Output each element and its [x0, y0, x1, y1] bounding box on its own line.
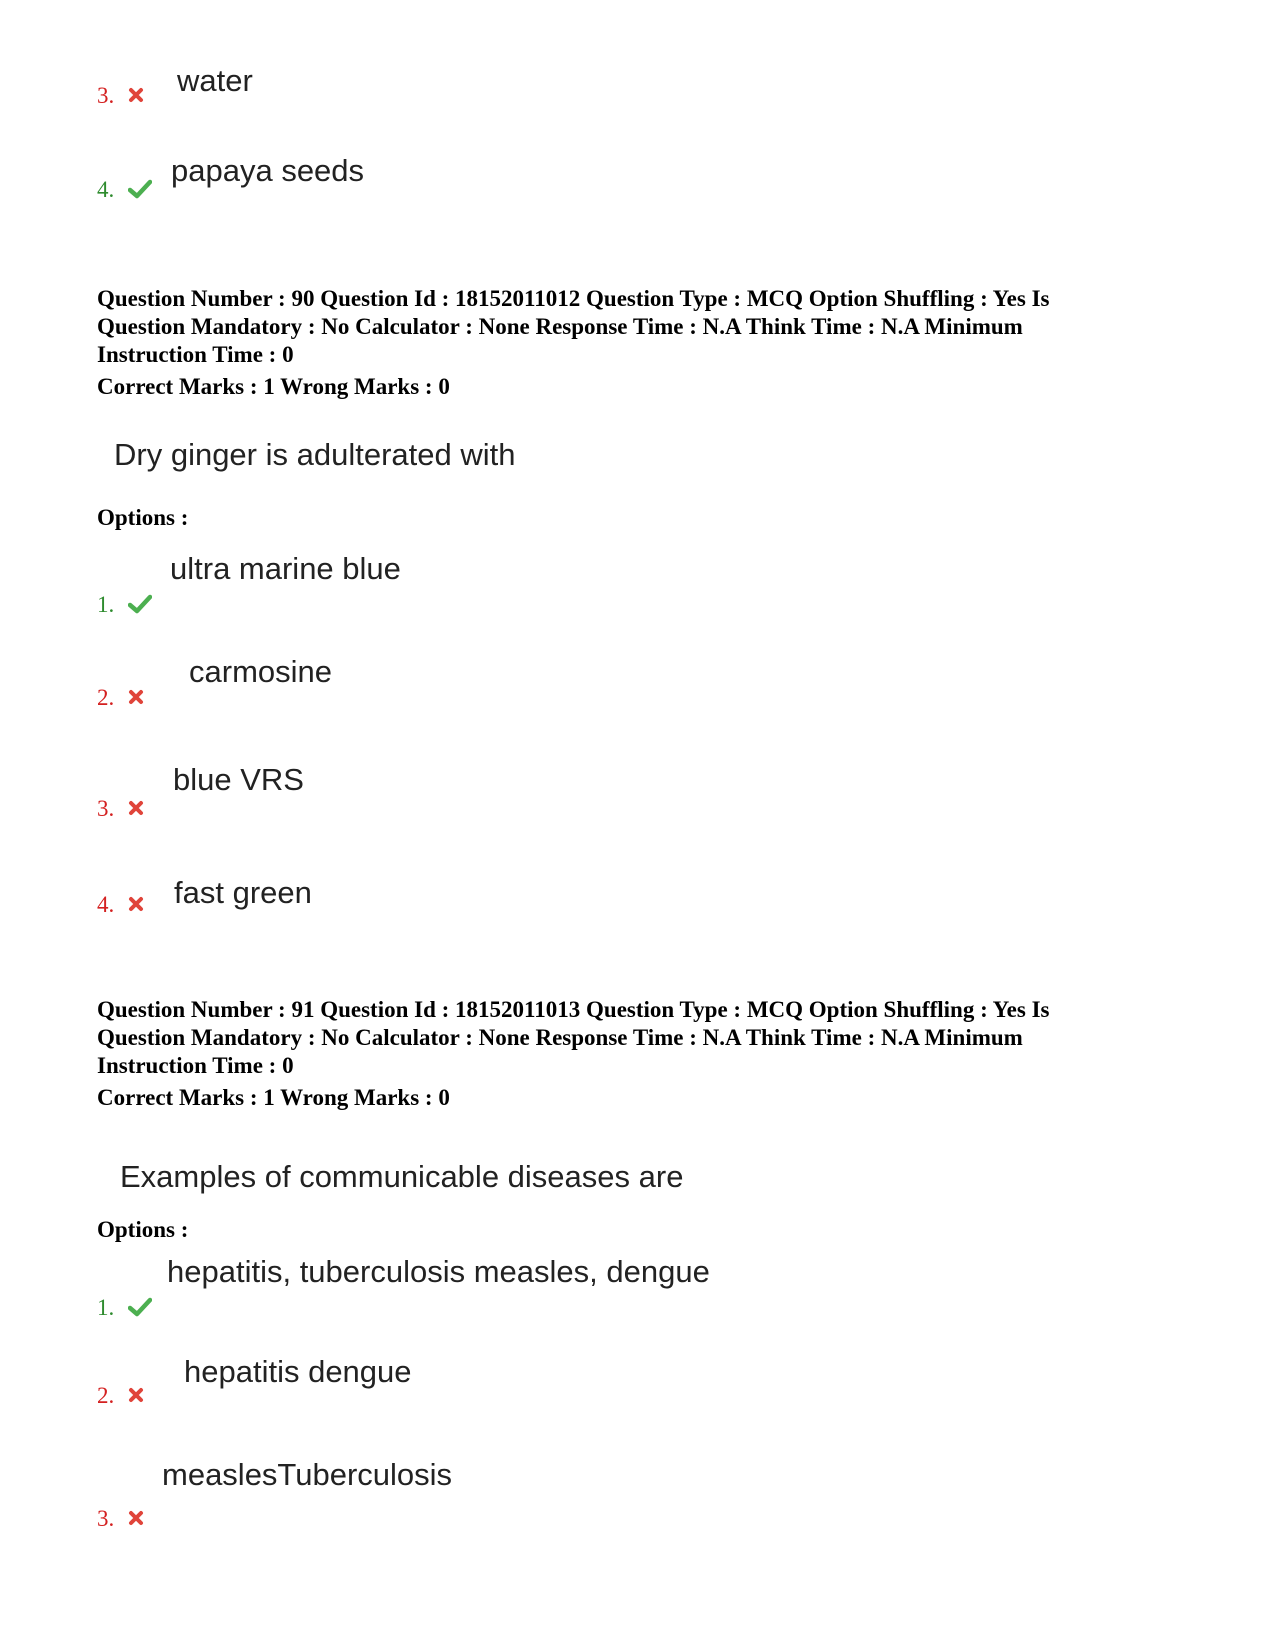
question-marks: Correct Marks : 1 Wrong Marks : 0 — [97, 1085, 450, 1110]
option-text: hepatitis dengue — [184, 1354, 412, 1389]
option-number: 4. — [97, 178, 152, 202]
check-icon — [128, 594, 152, 614]
option-number: 1. — [97, 593, 152, 617]
option-text: ultra marine blue — [170, 551, 401, 586]
option-number: 3. — [97, 84, 144, 107]
cross-icon — [128, 689, 144, 705]
option-text: measlesTuberculosis — [162, 1457, 453, 1492]
cross-icon — [128, 87, 144, 103]
option-number: 3. — [97, 1507, 144, 1530]
question-text: Examples of communicable diseases are — [120, 1159, 684, 1194]
cross-icon — [128, 896, 144, 912]
options-label: Options : — [97, 505, 189, 530]
options-label: Options : — [97, 1217, 189, 1242]
option-text: blue VRS — [173, 762, 304, 797]
option-number: 2. — [97, 686, 144, 709]
question-meta: Question Number : 90 Question Id : 18152011012 Question Type : MCQ Option Shuffling : Yes Is Question Mandatory : No Calculator : None Response Time : N.A Think Time : N.A Minimum Instruction Time : 0 — [97, 286, 1050, 367]
option-text: fast green — [174, 875, 312, 910]
question-marks: Correct Marks : 1 Wrong Marks : 0 — [97, 374, 450, 399]
question-meta: Question Number : 91 Question Id : 18152011013 Question Type : MCQ Option Shuffling : Yes Is Question Mandatory : No Calculator : None Response Time : N.A Think Time : N.A Minimum Instruction Time : 0 — [97, 997, 1050, 1078]
option-number: 4. — [97, 893, 144, 916]
option-text: carmosine — [189, 654, 332, 689]
cross-icon — [128, 1387, 144, 1403]
option-number: 3. — [97, 797, 144, 820]
check-icon — [128, 179, 152, 199]
option-number: 1. — [97, 1296, 152, 1320]
option-text: water — [177, 63, 253, 98]
check-icon — [128, 1297, 152, 1317]
option-text: hepatitis, tuberculosis measles, dengue — [167, 1254, 710, 1289]
cross-icon — [128, 1510, 144, 1526]
cross-icon — [128, 800, 144, 816]
question-text: Dry ginger is adulterated with — [114, 437, 516, 472]
option-number: 2. — [97, 1384, 144, 1407]
option-text: papaya seeds — [171, 153, 365, 188]
